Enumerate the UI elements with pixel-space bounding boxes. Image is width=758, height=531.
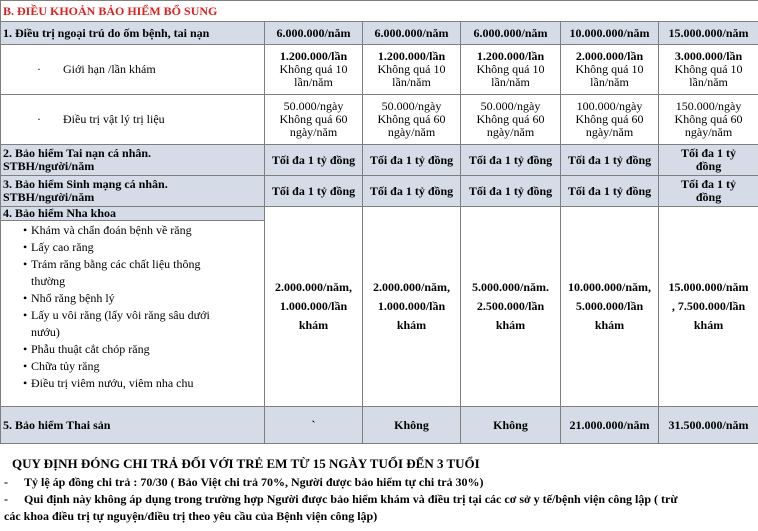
cell-line: 10.000.000/năm, [567, 280, 651, 294]
table-cell: Tối đa 1 tỷ đồng [461, 176, 561, 207]
table-cell [659, 176, 758, 207]
table-cell: 6.000.000/năm [461, 22, 561, 45]
row-label: 1. Điều trị ngoại trú do ốm bệnh, tai nạn [1, 22, 265, 45]
cell-line: khám [693, 318, 724, 332]
dental-list [3, 222, 262, 392]
cell-line: 2.000.000/lần [575, 49, 644, 63]
cell-line: lần/năm [590, 75, 629, 89]
cell-line: Không quá 60 [377, 112, 446, 126]
row-label [1, 145, 265, 176]
table-cell: Không [363, 407, 461, 444]
list-item: • Nhổ răng bệnh lý [31, 290, 262, 307]
cell-line: khám [495, 318, 526, 332]
notes-section [0, 454, 758, 525]
table-cell [265, 45, 363, 95]
cell-line: 2.000.000/năm, [372, 280, 450, 294]
table-cell: Tối đa 1 tỷ đồng [561, 145, 659, 176]
table-cell [561, 207, 659, 407]
bullet: · [37, 62, 41, 76]
dash: - [4, 492, 8, 506]
cell-line: ngày/năm [387, 125, 436, 139]
table-cell [265, 95, 363, 145]
table-cell [659, 207, 758, 407]
table-cell [363, 45, 461, 95]
list-item: • Lấy cao răng [31, 239, 262, 256]
table-row [1, 45, 758, 95]
cell-line: Không quá 60 [575, 112, 644, 126]
cell-line: Không quá 60 [476, 112, 545, 126]
cell-line: lần/năm [392, 75, 431, 89]
list-item: thường [31, 274, 66, 288]
table-cell: 10.000.000/năm [561, 22, 659, 45]
cell-line: khám [594, 318, 625, 332]
cell-line: Không quá 10 [575, 62, 644, 76]
row-label-line: 2. Bảo hiểm Tai nạn cá nhân. [3, 146, 152, 160]
cell-line: ngày/năm [585, 125, 634, 139]
table-cell: Không [461, 407, 561, 444]
table-row [1, 95, 758, 145]
table-cell: Tối đa 1 tỷ đồng [265, 145, 363, 176]
cell-line: lần/năm [294, 75, 333, 89]
row-label-line: 3. Bảo hiểm Sinh mạng cá nhân. [3, 177, 168, 191]
cell-line: 3.000.000/lần [674, 49, 743, 63]
cell-line: Không quá 10 [279, 62, 348, 76]
table-cell: 6.000.000/năm [265, 22, 363, 45]
row-label: 5. Bảo hiểm Thai sản [1, 407, 265, 444]
cell-line: ngày/năm [486, 125, 535, 139]
cell-line: 1.200.000/lần [476, 49, 545, 63]
row-label [1, 95, 265, 145]
cell-line: khám [396, 318, 427, 332]
cell-line: đồng [695, 159, 722, 173]
cell-line: 5.000.000/lần [575, 299, 644, 313]
table-cell: Tối đa 1 tỷ đồng [363, 176, 461, 207]
note-line [0, 491, 758, 508]
cell-line: 50.000/ngày [381, 99, 442, 113]
table-cell: ` [265, 407, 363, 444]
table-cell: Tối đa 1 tỷ đồng [363, 145, 461, 176]
table-cell: Tối đa 1 tỷ đồng [461, 145, 561, 176]
table-cell: Tối đa 1 tỷ đồng [561, 176, 659, 207]
cell-line: 5.000.000/năm. [471, 280, 549, 294]
cell-line: 1.200.000/lần [377, 49, 446, 63]
note-text: Qui định này không áp dụng trong trường hợp Người được bảo hiểm khám và điều trị tại các cơ sở y tế/bệnh viện công lập ( trừ [24, 492, 678, 506]
cell-line: 1.200.000/lần [279, 49, 348, 63]
bullet: · [37, 112, 41, 126]
table-cell [561, 45, 659, 95]
table-cell [363, 95, 461, 145]
cell-line: Không quá 10 [674, 62, 743, 76]
list-item: • Lấy u vôi răng (lấy vôi răng sâu dưới [31, 307, 262, 324]
cell-line: 1.000.000/lần [377, 299, 446, 313]
cell-line: 15.000.000/năm [668, 280, 749, 294]
table-cell: 21.000.000/năm [561, 407, 659, 444]
cell-line: Không quá 10 [476, 62, 545, 76]
table-cell [461, 95, 561, 145]
note-text: các khoa điều trị tự nguyện/điều trị theo yêu cầu của Bệnh viện công lập) [4, 509, 378, 523]
section-header-row [1, 1, 758, 22]
cell-line: 50.000/ngày [283, 99, 344, 113]
table-cell [659, 145, 758, 176]
table-row [1, 207, 758, 221]
cell-line: đồng [695, 190, 722, 204]
table-row [1, 145, 758, 176]
table-cell: 6.000.000/năm [363, 22, 461, 45]
dental-items-cell [1, 221, 265, 407]
cell-line: 100.000/ngày [576, 99, 643, 113]
list-item: nướu) [31, 325, 60, 339]
notes-title: QUY ĐỊNH ĐÓNG CHI TRẢ ĐỐI VỚI TRẺ EM TỪ 15 NGÀY TUỔI ĐẾN 3 TUỔI [12, 456, 480, 471]
cell-line: ngày/năm [289, 125, 338, 139]
table-row [1, 407, 758, 444]
cell-line: 150.000/ngày [675, 99, 742, 113]
row-label [1, 176, 265, 207]
list-item: • Phẫu thuật cắt chóp răng [31, 341, 262, 358]
cell-line: khám [298, 318, 329, 332]
dash: - [4, 475, 8, 489]
cell-line: Tối đa 1 tỷ [681, 146, 737, 160]
table-cell [659, 95, 758, 145]
list-item: • Điều trị viêm nướu, viêm nha chu [31, 375, 262, 392]
cell-line: lần/năm [689, 75, 728, 89]
list-item: • Trám răng bằng các chất liệu thông [31, 256, 262, 273]
row-label-line: STBH/người/năm [3, 190, 95, 204]
table-cell: 15.000.000/năm [659, 22, 758, 45]
table-cell [461, 45, 561, 95]
cell-line: , 7.500.000/lần [671, 299, 746, 313]
table-cell [265, 207, 363, 407]
note-text: Tỷ lệ áp đồng chi trả : 70/30 ( Bảo Việt chi trả 70%, Người được bảo hiểm tự chi trả 30%) [24, 475, 484, 489]
table-cell [659, 45, 758, 95]
row-label-text: Điều trị vật lý trị liệu [63, 112, 165, 126]
section-title: B. ĐIỀU KHOẢN BẢO HIỂM BỔ SUNG [1, 1, 758, 22]
cell-line: Không quá 60 [279, 112, 348, 126]
table-cell: Tối đa 1 tỷ đồng [265, 176, 363, 207]
cell-line: 2.000.000/năm, [274, 280, 352, 294]
row-label [1, 45, 265, 95]
cell-line: Không quá 60 [674, 112, 743, 126]
cell-line: lần/năm [491, 75, 530, 89]
cell-line: Không quá 10 [377, 62, 446, 76]
table-cell [561, 95, 659, 145]
list-item: • Chữa tủy răng [31, 358, 262, 375]
note-line [0, 474, 758, 491]
cell-line: 50.000/ngày [480, 99, 541, 113]
list-item: • Khám và chẩn đoán bệnh về răng [31, 222, 262, 239]
table-row [1, 176, 758, 207]
table-cell [363, 207, 461, 407]
cell-line: 1.000.000/lần [279, 299, 348, 313]
row-label: 4. Bảo hiểm Nha khoa [1, 207, 265, 221]
table-cell [461, 207, 561, 407]
cell-line: Tối đa 1 tỷ [681, 177, 737, 191]
table-cell: 31.500.000/năm [659, 407, 758, 444]
cell-line: 2.500.000/lần [476, 299, 545, 313]
table-row [1, 22, 758, 45]
row-label-line: STBH/người/năm [3, 159, 95, 173]
row-label-text: Giới hạn /lần khám [63, 62, 156, 76]
cell-line: ngày/năm [684, 125, 733, 139]
